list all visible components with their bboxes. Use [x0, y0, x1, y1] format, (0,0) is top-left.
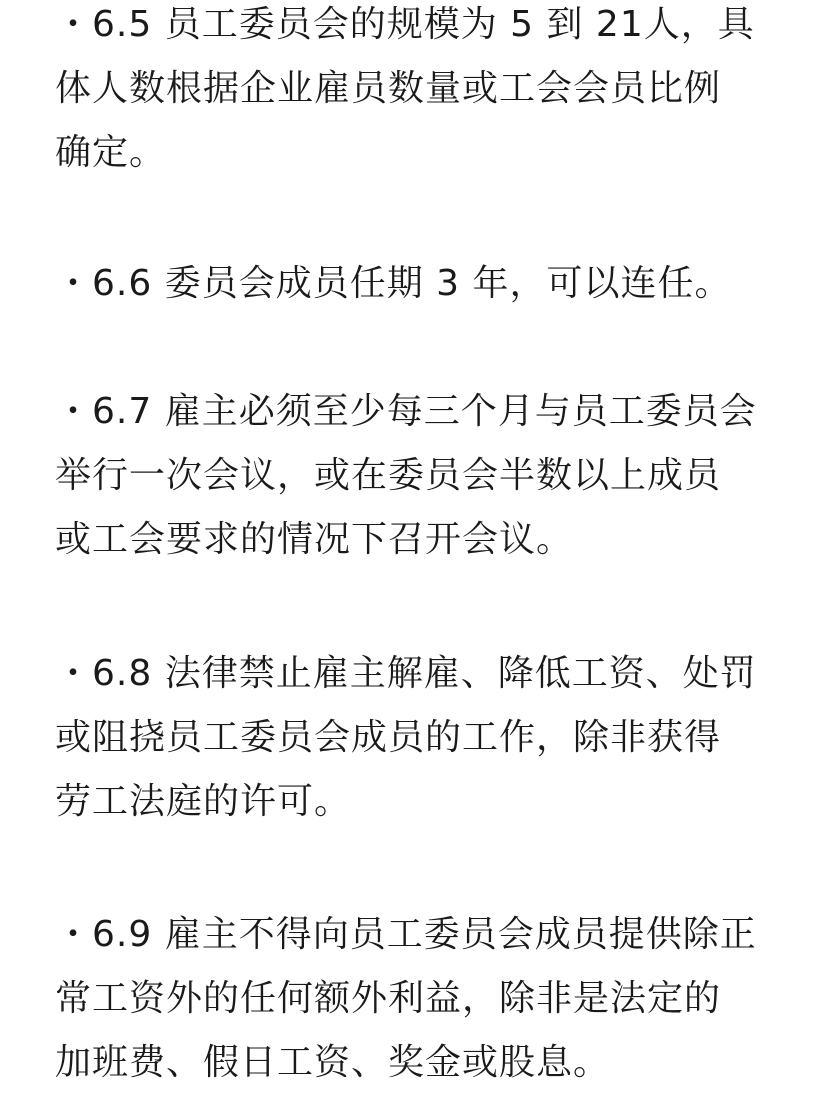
text-line: ・6.5 员工委员会的规模为 5 到 21人，具 — [55, 4, 755, 45]
text-line: ・6.9 雇主不得向员工委员会成员提供除正 — [55, 914, 757, 955]
clause-6-9 — [55, 903, 785, 1095]
text-line: 确定。 — [55, 132, 167, 173]
clause-6-8 — [55, 642, 785, 834]
text-line: 常工资外的任何额外利益，除非是法定的 — [55, 978, 722, 1019]
text-line: ・6.8 法律禁止雇主解雇、降低工资、处罚 — [55, 653, 757, 694]
text-line: 体人数根据企业雇员数量或工会会员比例 — [55, 68, 722, 109]
text-line: 或阻挠员工委员会成员的工作，除非获得 — [55, 717, 722, 758]
text-line: 劳工法庭的许可。 — [55, 781, 352, 822]
text-line: 或工会要求的情况下召开会议。 — [55, 519, 574, 560]
clause-6-7 — [55, 380, 785, 572]
text-line: 举行一次会议，或在委员会半数以上成员 — [55, 455, 722, 496]
clause-6-5 — [55, 0, 785, 185]
text-line: ・6.6 委员会成员任期 3 年，可以连任。 — [55, 263, 732, 304]
clause-6-6 — [55, 252, 785, 316]
text-line: ・6.7 雇主必须至少每三个月与员工委员会 — [55, 391, 757, 432]
text-line: 加班费、假日工资、奖金或股息。 — [55, 1042, 611, 1083]
